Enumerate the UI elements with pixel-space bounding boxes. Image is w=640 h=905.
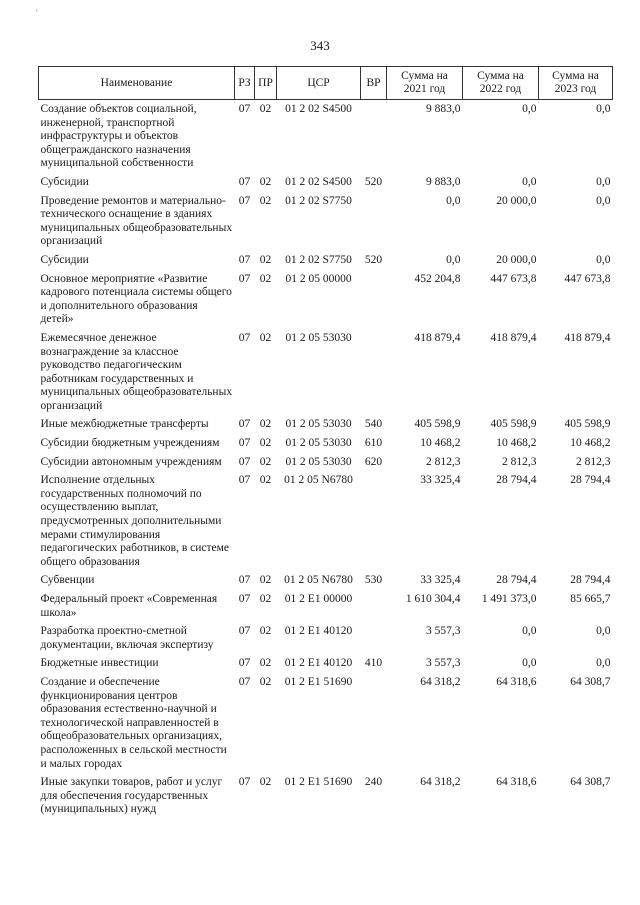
- table-row: [39, 270, 613, 329]
- cell-name: Бюджетные инвестиции: [40, 657, 159, 670]
- cell-name: Субсидии: [40, 253, 89, 266]
- cell-pr: 02: [259, 657, 272, 670]
- cell-name: Субсидии: [40, 175, 89, 188]
- cell-pr: 02: [259, 625, 272, 638]
- cell-rz: 07: [238, 418, 251, 431]
- cell-vr: [361, 100, 387, 173]
- cell-name: Создание и обеспечение функционирования центров образования естественно-научной и технологической направленностей в общеобразовательных организациях, расположенных в сельской местности и малых городах: [40, 675, 227, 770]
- cell-sum-2023: 0,0: [596, 625, 611, 638]
- cell-sum-2023: 10 468,2: [570, 437, 611, 450]
- cell-pr: 02: [259, 776, 272, 789]
- cell-name: Проведение ремонтов и материально-технического оснащение в зданиях муниципальных общеобразовательных организаций: [40, 194, 233, 248]
- cell-rz: 07: [238, 455, 251, 468]
- cell-sum-2023: 0,0: [596, 253, 611, 266]
- cell-sum-2021: 1 610 304,4: [405, 593, 461, 605]
- cell-sum-2023: 64 308,7: [570, 776, 611, 789]
- header-sum-2023: Сумма на 2023 год: [539, 67, 613, 100]
- table-row: [39, 173, 613, 192]
- cell-vr: 240: [364, 776, 383, 789]
- cell-rz: 07: [238, 331, 251, 344]
- cell-rz: 07: [238, 574, 251, 587]
- cell-vr: 520: [364, 253, 383, 266]
- cell-sum-2022: 2 812,3: [502, 455, 537, 468]
- cell-sum-2022: 0,0: [522, 175, 537, 188]
- cell-pr: 02: [259, 253, 272, 266]
- cell-rz: 07: [238, 272, 251, 285]
- header-sum-2021: Сумма на 2021 год: [387, 67, 463, 100]
- cell-sum-2021: 418 879,4: [414, 331, 461, 344]
- cell-rz: 07: [238, 103, 251, 115]
- cell-sum-2023: 28 794,4: [570, 574, 611, 587]
- cell-name: Создание объектов социальной, инженерной, транспортной инфраструктуры и объектов общегражданского назначения муниципальной собственности: [40, 103, 197, 170]
- cell-rz: 07: [238, 675, 251, 688]
- cell-csr: 01 2 02 S4500: [285, 103, 352, 115]
- cell-sum-2021: 0,0: [446, 194, 461, 207]
- header-rz: РЗ: [235, 67, 255, 100]
- cell-name: Иные межбюджетные трансферты: [40, 418, 209, 431]
- cell-vr: [361, 590, 387, 622]
- cell-sum-2022: 0,0: [522, 103, 537, 115]
- cell-csr: 01 2 05 N6780: [284, 574, 353, 587]
- header-sum-2022: Сумма на 2022 год: [463, 67, 539, 100]
- table-row: [39, 471, 613, 571]
- cell-sum-2023: 0,0: [596, 194, 611, 207]
- cell-sum-2022: 20 000,0: [496, 194, 537, 207]
- header-csr: ЦСР: [277, 67, 361, 100]
- cell-pr: 02: [259, 331, 272, 344]
- header-vr: ВР: [361, 67, 387, 100]
- table-row: [39, 773, 613, 819]
- cell-rz: 07: [238, 437, 251, 450]
- header-name: Наименование: [39, 67, 235, 100]
- cell-vr: 520: [364, 175, 383, 188]
- table-row: [39, 192, 613, 251]
- page-number: 343: [310, 38, 330, 53]
- cell-rz: 07: [238, 593, 251, 605]
- cell-sum-2021: 2 812,3: [426, 455, 461, 468]
- cell-vr: 610: [364, 437, 383, 450]
- cell-pr: 02: [259, 175, 272, 188]
- cell-sum-2021: 3 557,3: [426, 625, 461, 638]
- table-row: [39, 622, 613, 654]
- cell-name: Основное мероприятие «Развитие кадрового потенциала системы общего и дополнительного образования детей»: [40, 272, 232, 326]
- cell-name: Разработка проектно-сметной документации, включая экспертизу: [40, 625, 214, 651]
- table-row: [39, 673, 613, 773]
- cell-sum-2023: 28 794,4: [570, 474, 611, 487]
- corner-mark: ': [36, 8, 38, 18]
- cell-vr: [361, 192, 387, 251]
- cell-vr: 540: [364, 418, 383, 431]
- cell-sum-2022: 28 794,4: [496, 474, 537, 487]
- cell-pr: 02: [259, 455, 272, 468]
- table-row: [39, 654, 613, 673]
- cell-sum-2023: 64 308,7: [570, 675, 611, 688]
- cell-rz: 07: [238, 657, 251, 670]
- cell-csr: 01 2 05 53030: [285, 418, 352, 431]
- table-row: [39, 571, 613, 590]
- cell-name: Иные закупки товаров, работ и услуг для обеспечения государственных (муниципальных) нужд: [40, 776, 223, 816]
- cell-pr: 02: [259, 194, 272, 207]
- cell-vr: [361, 270, 387, 329]
- cell-csr: 01 2 E1 40120: [284, 625, 353, 638]
- cell-sum-2022: 28 794,4: [496, 574, 537, 587]
- cell-sum-2023: 0,0: [596, 103, 611, 115]
- cell-csr: 01 2 05 53030: [285, 455, 352, 468]
- cell-name: Ежемесячное денежное вознаграждение за классное руководство педагогическим работникам государственных и муниципальных общеобразовательных организаций: [40, 331, 233, 412]
- cell-vr: [361, 673, 387, 773]
- cell-rz: 07: [238, 776, 251, 789]
- cell-pr: 02: [259, 474, 272, 487]
- cell-sum-2022: 64 318,6: [496, 776, 537, 789]
- cell-sum-2021: 10 468,2: [420, 437, 461, 450]
- table-row: [39, 251, 613, 270]
- cell-sum-2023: 447 673,8: [564, 272, 611, 285]
- table-row: [39, 100, 613, 173]
- cell-name: Субвенции: [40, 574, 95, 587]
- cell-sum-2021: 9 883,0: [426, 175, 461, 188]
- cell-pr: 02: [259, 593, 272, 605]
- cell-csr: 01 2 05 53030: [285, 331, 352, 344]
- table-row: [39, 329, 613, 416]
- cell-sum-2021: 0,0: [446, 253, 461, 266]
- cell-vr: 410: [364, 657, 383, 670]
- header-pr: ПР: [255, 67, 277, 100]
- cell-sum-2023: 405 598,9: [564, 418, 611, 431]
- cell-pr: 02: [259, 103, 272, 115]
- cell-sum-2022: 405 598,9: [490, 418, 537, 431]
- cell-pr: 02: [259, 437, 272, 450]
- cell-sum-2022: 447 673,8: [490, 272, 537, 285]
- cell-rz: 07: [238, 175, 251, 188]
- cell-pr: 02: [259, 418, 272, 431]
- cell-name: Субсидии бюджетным учреждениям: [40, 437, 220, 450]
- cell-csr: 01 2 05 N6780: [284, 474, 353, 487]
- budget-table: [38, 66, 613, 819]
- cell-sum-2022: 418 879,4: [490, 331, 537, 344]
- cell-rz: 07: [238, 474, 251, 487]
- cell-pr: 02: [259, 574, 272, 587]
- cell-sum-2022: 10 468,2: [496, 437, 537, 450]
- cell-sum-2023: 418 879,4: [564, 331, 611, 344]
- cell-csr: 01 2 02 S4500: [285, 175, 352, 188]
- cell-name: Субсидии автономным учреждениям: [40, 455, 222, 468]
- cell-sum-2022: 0,0: [522, 657, 537, 670]
- cell-vr: [361, 329, 387, 416]
- cell-sum-2023: 85 665,7: [570, 593, 611, 605]
- cell-rz: 07: [238, 625, 251, 638]
- cell-rz: 07: [238, 194, 251, 207]
- header-row: [39, 67, 613, 100]
- cell-sum-2021: 33 325,4: [420, 574, 461, 587]
- cell-csr: 01 2 05 00000: [285, 272, 352, 285]
- cell-sum-2023: 0,0: [596, 175, 611, 188]
- cell-csr: 01 2 E1 40120: [284, 657, 353, 670]
- table-row: [39, 590, 613, 622]
- table-row: [39, 415, 613, 434]
- cell-sum-2021: 9 883,0: [426, 103, 461, 115]
- cell-name: Федеральный проект «Современная школа»: [40, 593, 218, 619]
- cell-sum-2022: 1 491 373,0: [481, 593, 537, 605]
- cell-vr: [361, 471, 387, 571]
- cell-sum-2021: 64 318,2: [420, 675, 461, 688]
- cell-csr: 01 2 E1 51690: [284, 776, 353, 789]
- cell-sum-2022: 20 000,0: [496, 253, 537, 266]
- cell-sum-2021: 452 204,8: [414, 272, 461, 285]
- cell-sum-2021: 405 598,9: [414, 418, 461, 431]
- cell-name: Исполнение отдельных государственных полномочий по осуществлению выплат, предусмотренных дополнительными мерами стимулирования педагогических работников, в системе общего образования: [40, 474, 230, 568]
- cell-vr: 530: [364, 574, 383, 587]
- cell-sum-2021: 33 325,4: [420, 474, 461, 487]
- cell-sum-2022: 64 318,6: [496, 675, 537, 688]
- cell-pr: 02: [259, 272, 272, 285]
- table-row: [39, 434, 613, 453]
- cell-sum-2021: 3 557,3: [426, 657, 461, 670]
- cell-pr: 02: [259, 675, 272, 688]
- cell-vr: 620: [364, 455, 383, 468]
- cell-rz: 07: [238, 253, 251, 266]
- cell-csr: 01 2 E1 51690: [284, 675, 353, 688]
- cell-sum-2023: 0,0: [596, 657, 611, 670]
- cell-sum-2023: 2 812,3: [576, 455, 611, 468]
- cell-csr: 01 2 02 S7750: [285, 253, 352, 266]
- cell-csr: 01 2 E1 00000: [284, 593, 353, 605]
- cell-csr: 01 2 05 53030: [285, 437, 352, 450]
- cell-sum-2022: 0,0: [522, 625, 537, 638]
- cell-sum-2021: 64 318,2: [420, 776, 461, 789]
- table-row: [39, 453, 613, 472]
- cell-csr: 01 2 02 S7750: [285, 194, 352, 207]
- cell-vr: [361, 622, 387, 654]
